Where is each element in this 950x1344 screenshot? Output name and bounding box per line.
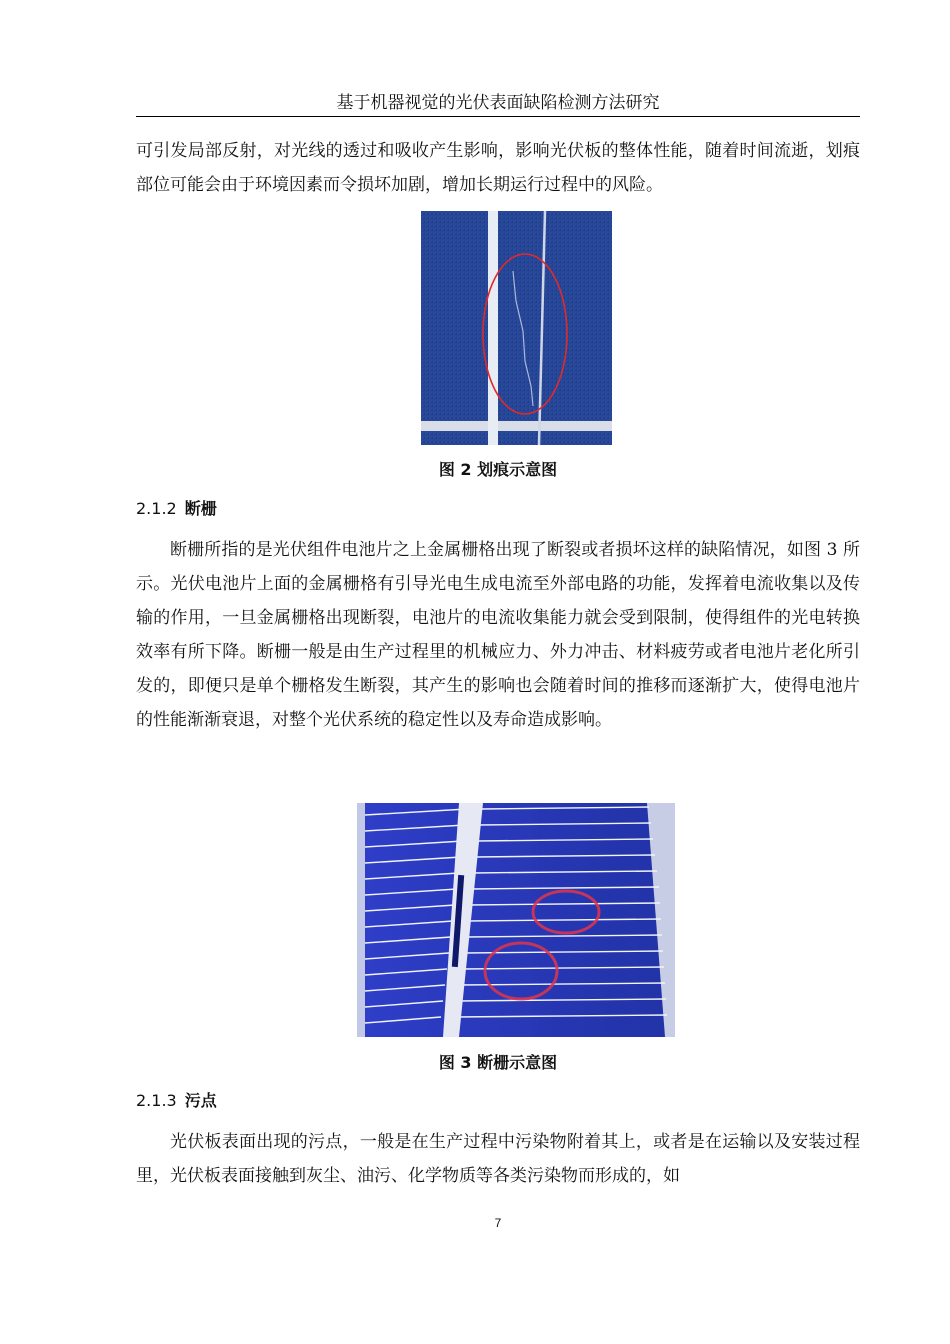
figure-2-caption: 图 2 划痕示意图 bbox=[438, 460, 558, 479]
section-number: 2.1.2 bbox=[136, 499, 177, 518]
paragraph-stain: 光伏板表面出现的污点，一般是在生产过程中污染物附着其上，或者是在运输以及安装过程里，光伏板表面接触到灰尘、油污、化学物质等各类污染物而形成的，如 bbox=[136, 1132, 860, 1186]
section-title: 断栅 bbox=[184, 499, 217, 518]
page-number: 7 bbox=[494, 1216, 502, 1230]
paragraph-scratch-continued: 可引发局部反射，对光线的透过和吸收产生影响，影响光伏板的整体性能，随着时间流逝，划痕部位可能会由于环境因素而令损坏加剧，增加长期运行过程中的风险。 bbox=[136, 141, 860, 195]
running-header: 基于机器视觉的光伏表面缺陷检测方法研究 bbox=[136, 92, 860, 117]
figure-3-caption: 图 3 断栅示意图 bbox=[438, 1053, 558, 1072]
figure-broken-grid-image bbox=[357, 803, 675, 1037]
paragraph-broken-grid: 断栅所指的是光伏组件电池片之上金属栅格出现了断裂或者损坏这样的缺陷情况，如图 3 所示。光伏电池片上面的金属栅格有引导光电生成电流至外部电路的功能，发挥着电流收集以及传输的作用，一旦金属栅格出现断裂，电池片的电流收集能力就会受到限制，使得组件的光电转换效率有所下降。断栅一般是由生产过程里的机械应力、外力冲击、材料疲劳或者电池片老化所引发的，即便只是单个栅格发生断裂，其产生的影响也会随着时间的推移而逐渐扩大，使得电池片的性能渐渐衰退，对整个光伏系统的稳定性以及寿命造成影响。 bbox=[136, 540, 860, 730]
scratch-photo bbox=[421, 211, 612, 445]
section-number: 2.1.3 bbox=[136, 1091, 177, 1110]
section-heading-2-1-3 bbox=[136, 1090, 217, 1112]
broken-grid-photo bbox=[357, 803, 675, 1037]
section-title: 污点 bbox=[184, 1091, 217, 1110]
figure-scratch-image bbox=[421, 211, 612, 445]
section-heading-2-1-2 bbox=[136, 498, 217, 520]
